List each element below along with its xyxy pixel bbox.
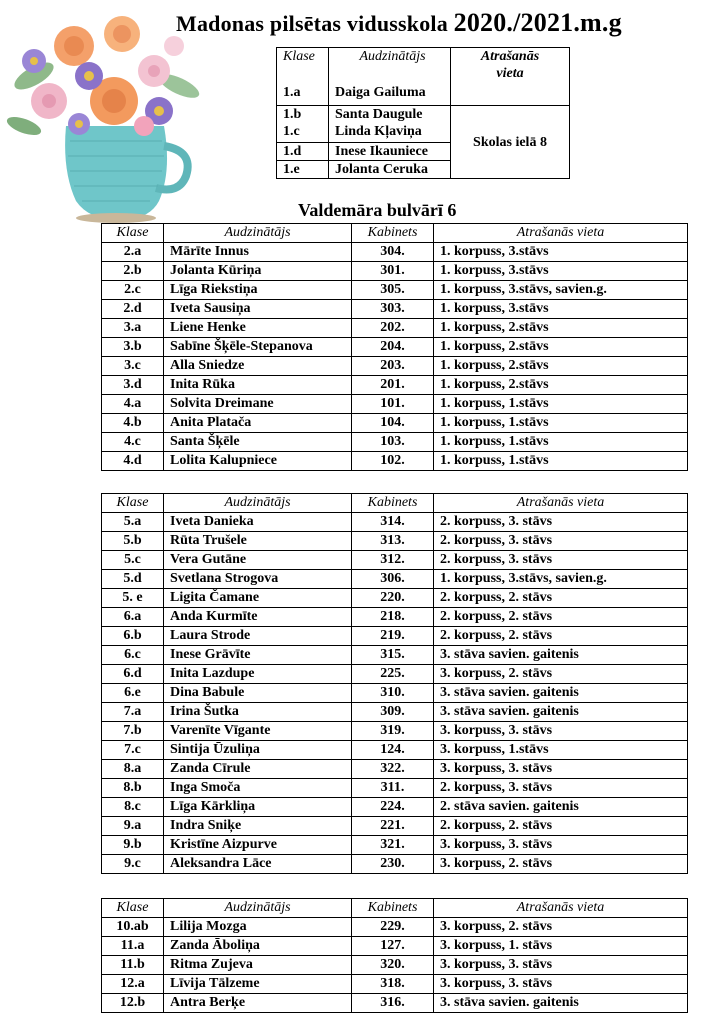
room-cell: 103. (352, 433, 434, 452)
room-cell: 316. (352, 994, 434, 1013)
first-grade-table (276, 47, 570, 179)
classes-table-10-12 (101, 898, 688, 1013)
teacher-cell: Iveta Danieka (164, 513, 352, 532)
teacher-cell: Aleksandra Lāce (164, 855, 352, 874)
header-audzinatajs: Audzinātājs (164, 224, 352, 243)
room-cell: 305. (352, 281, 434, 300)
teacher-cell: Liene Henke (164, 319, 352, 338)
teacher-cell: Santa Šķēle (164, 433, 352, 452)
header-klase: Klase 1.a (277, 48, 329, 106)
location-cell: 3. korpuss, 1.stāvs (434, 741, 688, 760)
class-cell: 11.a (102, 937, 164, 956)
location-cell: 3. stāva savien. gaitenis (434, 684, 688, 703)
teacher-cell: Antra Berķe (164, 994, 352, 1013)
location-cell: 1. korpuss, 1.stāvs (434, 395, 688, 414)
table-row (102, 281, 688, 300)
table-row (102, 836, 688, 855)
class-cell: 2.c (102, 281, 164, 300)
flower-bouquet-image (4, 6, 204, 224)
room-cell: 321. (352, 836, 434, 855)
class-cell: 9.c (102, 855, 164, 874)
location-cell: 1. korpuss, 2.stāvs (434, 376, 688, 395)
location-cell: 1. korpuss, 3.stāvs (434, 262, 688, 281)
class-cell: 6.a (102, 608, 164, 627)
teacher-cell: Iveta Sausiņa (164, 300, 352, 319)
table-row (102, 741, 688, 760)
location-cell: Skolas ielā 8 (451, 106, 570, 179)
teacher-cell: Līvija Tālzeme (164, 975, 352, 994)
classes-table-2-4 (101, 223, 688, 471)
header-vieta: Atrašanās vieta (434, 899, 688, 918)
location-cell: 1. korpuss, 1.stāvs (434, 433, 688, 452)
location-cell: 2. stāva savien. gaitenis (434, 798, 688, 817)
teacher-cell: Vera Gutāne (164, 551, 352, 570)
teacher-cell: Indra Sniķe (164, 817, 352, 836)
room-cell: 219. (352, 627, 434, 646)
table-row (102, 395, 688, 414)
teacher-cell: Inita Lazdupe (164, 665, 352, 684)
teacher-cell: Sintija Ūzuliņa (164, 741, 352, 760)
table-row (102, 357, 688, 376)
header-vieta: Atrašanās vieta (434, 494, 688, 513)
room-cell: 224. (352, 798, 434, 817)
class-cell: 7.a (102, 703, 164, 722)
room-cell: 320. (352, 956, 434, 975)
class-cell: 5.d (102, 570, 164, 589)
class-cell: 8.c (102, 798, 164, 817)
table-row (102, 338, 688, 357)
header-kabinets: Kabinets (352, 899, 434, 918)
class-cell: 3.c (102, 357, 164, 376)
table-row (102, 760, 688, 779)
class-cell: 6.e (102, 684, 164, 703)
room-cell: 322. (352, 760, 434, 779)
location-cell: 2. korpuss, 3. stāvs (434, 779, 688, 798)
teacher-cell: Inese Ikauniece (329, 143, 451, 161)
room-cell: 314. (352, 513, 434, 532)
header-kabinets: Kabinets (352, 224, 434, 243)
class-cell: 9.b (102, 836, 164, 855)
table-row (102, 975, 688, 994)
teacher-cell: Varenīte Vīgante (164, 722, 352, 741)
room-cell: 225. (352, 665, 434, 684)
class-cell: 12.a (102, 975, 164, 994)
page-title (176, 8, 721, 38)
location-cell: 3. stāva savien. gaitenis (434, 994, 688, 1013)
table-row (102, 722, 688, 741)
header-klase: Klase (102, 224, 164, 243)
class-cell: 3.a (102, 319, 164, 338)
location-cell: 3. korpuss, 2. stāvs (434, 918, 688, 937)
section-title: Valdemāra bulvārī 6 (298, 200, 457, 220)
classes-table-5-9 (101, 493, 688, 874)
table-row (102, 452, 688, 471)
teacher-cell: Zanda Āboliņa (164, 937, 352, 956)
table-row (102, 589, 688, 608)
table-row (102, 532, 688, 551)
room-cell: 127. (352, 937, 434, 956)
location-cell: 2. korpuss, 3. stāvs (434, 513, 688, 532)
teacher-cell: Lilija Mozga (164, 918, 352, 937)
class-cell: 4.d (102, 452, 164, 471)
class-cell: 1.b 1.c (277, 106, 329, 143)
class-cell: 9.a (102, 817, 164, 836)
table-row (102, 855, 688, 874)
location-cell: 3. korpuss, 3. stāvs (434, 760, 688, 779)
teacher-cell: Jolanta Ceruka (329, 161, 451, 179)
class-cell: 6.c (102, 646, 164, 665)
class-cell: 11.b (102, 956, 164, 975)
class-cell: 6.b (102, 627, 164, 646)
class-cell: 5. e (102, 589, 164, 608)
teacher-cell: Irina Šutka (164, 703, 352, 722)
teacher-cell: Laura Strode (164, 627, 352, 646)
table-row (102, 956, 688, 975)
class-cell: 1.d (277, 143, 329, 161)
title-school: Madonas pilsētas vidusskola (176, 11, 454, 36)
location-cell: 3. stāva savien. gaitenis (434, 703, 688, 722)
class-cell: 4.a (102, 395, 164, 414)
room-cell: 319. (352, 722, 434, 741)
teacher-cell: Santa Daugule Linda Kļaviņa (329, 106, 451, 143)
room-cell: 310. (352, 684, 434, 703)
location-cell: 2. korpuss, 2. stāvs (434, 817, 688, 836)
table-row (102, 570, 688, 589)
table-row (102, 262, 688, 281)
header-vieta: Atrašanās vieta (434, 224, 688, 243)
room-cell: 304. (352, 243, 434, 262)
room-cell: 303. (352, 300, 434, 319)
location-cell: 2. korpuss, 2. stāvs (434, 627, 688, 646)
class-cell: 4.b (102, 414, 164, 433)
class-cell: 8.a (102, 760, 164, 779)
room-cell: 104. (352, 414, 434, 433)
class-cell: 2.a (102, 243, 164, 262)
teacher-cell: Kristīne Aizpurve (164, 836, 352, 855)
room-cell: 315. (352, 646, 434, 665)
class-cell: 5.c (102, 551, 164, 570)
teacher-cell: Daiga Gailuma (335, 85, 426, 100)
room-cell: 220. (352, 589, 434, 608)
room-cell: 101. (352, 395, 434, 414)
location-cell: 1. korpuss, 2.stāvs (434, 338, 688, 357)
table-row (102, 779, 688, 798)
location-cell: 3. korpuss, 2. stāvs (434, 665, 688, 684)
header-klase: Klase (102, 494, 164, 513)
class-cell: 5.b (102, 532, 164, 551)
class-cell: 3.d (102, 376, 164, 395)
location-cell: 3. korpuss, 3. stāvs (434, 722, 688, 741)
header-kabinets: Kabinets (352, 494, 434, 513)
room-cell: 313. (352, 532, 434, 551)
table-row (102, 646, 688, 665)
teacher-cell: Anda Kurmīte (164, 608, 352, 627)
room-cell: 318. (352, 975, 434, 994)
room-cell: 301. (352, 262, 434, 281)
location-cell: 1. korpuss, 1.stāvs (434, 414, 688, 433)
room-cell: 203. (352, 357, 434, 376)
room-cell: 309. (352, 703, 434, 722)
table-row (102, 608, 688, 627)
class-cell: 7.b (102, 722, 164, 741)
table-row (102, 376, 688, 395)
header-audzinatajs: Audzinātājs (164, 494, 352, 513)
teacher-cell: Zanda Cīrule (164, 760, 352, 779)
location-cell: 2. korpuss, 3. stāvs (434, 532, 688, 551)
room-cell: 311. (352, 779, 434, 798)
table-row (102, 414, 688, 433)
teacher-cell: Anita Platača (164, 414, 352, 433)
teacher-cell: Solvita Dreimane (164, 395, 352, 414)
teacher-cell: Rūta Trušele (164, 532, 352, 551)
table-row (102, 684, 688, 703)
teacher-cell: Mārīte Innus (164, 243, 352, 262)
table-row (102, 627, 688, 646)
table-row (102, 918, 688, 937)
location-cell: 1. korpuss, 3.stāvs, savien.g. (434, 281, 688, 300)
location-cell: 1. korpuss, 1.stāvs (434, 452, 688, 471)
title-year: 2020./2021.m.g (453, 8, 622, 37)
room-cell: 306. (352, 570, 434, 589)
location-cell: 3. korpuss, 3. stāvs (434, 975, 688, 994)
location-cell: 1. korpuss, 2.stāvs (434, 319, 688, 338)
teacher-cell: Alla Sniedze (164, 357, 352, 376)
class-cell: 10.ab (102, 918, 164, 937)
teacher-cell: Svetlana Strogova (164, 570, 352, 589)
class-cell: 3.b (102, 338, 164, 357)
teacher-cell: Inga Smoča (164, 779, 352, 798)
table-row (102, 513, 688, 532)
room-cell: 124. (352, 741, 434, 760)
class-cell: 12.b (102, 994, 164, 1013)
location-cell: 1. korpuss, 3.stāvs (434, 300, 688, 319)
table-row (102, 243, 688, 262)
teacher-cell: Jolanta Kūriņa (164, 262, 352, 281)
class-cell: 1.e (277, 161, 329, 179)
teacher-cell: Inese Grāvīte (164, 646, 352, 665)
location-cell: 2. korpuss, 3. stāvs (434, 551, 688, 570)
location-cell: 1. korpuss, 2.stāvs (434, 357, 688, 376)
class-cell: 6.d (102, 665, 164, 684)
table-row (102, 798, 688, 817)
teacher-cell: Inita Rūka (164, 376, 352, 395)
room-cell: 312. (352, 551, 434, 570)
table-row (102, 551, 688, 570)
room-cell: 221. (352, 817, 434, 836)
location-cell: 1. korpuss, 3.stāvs, savien.g. (434, 570, 688, 589)
location-cell: 3. stāva savien. gaitenis (434, 646, 688, 665)
location-cell: 2. korpuss, 2. stāvs (434, 608, 688, 627)
class-cell: 7.c (102, 741, 164, 760)
table-row (102, 665, 688, 684)
table-row (102, 319, 688, 338)
teacher-cell: Ligita Čamane (164, 589, 352, 608)
class-cell: 4.c (102, 433, 164, 452)
teacher-cell: Sabīne Šķēle-Stepanova (164, 338, 352, 357)
class-cell: 5.a (102, 513, 164, 532)
room-cell: 230. (352, 855, 434, 874)
room-cell: 201. (352, 376, 434, 395)
teacher-cell: Ritma Zujeva (164, 956, 352, 975)
table-row (102, 300, 688, 319)
location-cell: 3. korpuss, 2. stāvs (434, 855, 688, 874)
table-row (102, 937, 688, 956)
location-cell: 3. korpuss, 3. stāvs (434, 836, 688, 855)
location-cell: 3. korpuss, 3. stāvs (434, 956, 688, 975)
location-cell: 3. korpuss, 1. stāvs (434, 937, 688, 956)
class-cell: 1.a (283, 85, 301, 100)
room-cell: 202. (352, 319, 434, 338)
teacher-cell: Dina Babule (164, 684, 352, 703)
room-cell: 102. (352, 452, 434, 471)
header-audzinatajs: Audzinātājs Daiga Gailuma (329, 48, 451, 106)
table-row (102, 817, 688, 836)
class-cell: 2.b (102, 262, 164, 281)
class-cell: 8.b (102, 779, 164, 798)
header-vieta: Atrašanās vieta (451, 48, 570, 106)
location-cell: 2. korpuss, 2. stāvs (434, 589, 688, 608)
room-cell: 204. (352, 338, 434, 357)
room-cell: 218. (352, 608, 434, 627)
location-cell: 1. korpuss, 3.stāvs (434, 243, 688, 262)
class-cell: 2.d (102, 300, 164, 319)
table-row (102, 433, 688, 452)
table-row (102, 703, 688, 722)
table-row (102, 994, 688, 1013)
header-klase: Klase (102, 899, 164, 918)
header-audzinatajs: Audzinātājs (164, 899, 352, 918)
teacher-cell: Līga Riekstiņa (164, 281, 352, 300)
room-cell: 229. (352, 918, 434, 937)
teacher-cell: Līga Kārkliņa (164, 798, 352, 817)
teacher-cell: Lolita Kalupniece (164, 452, 352, 471)
